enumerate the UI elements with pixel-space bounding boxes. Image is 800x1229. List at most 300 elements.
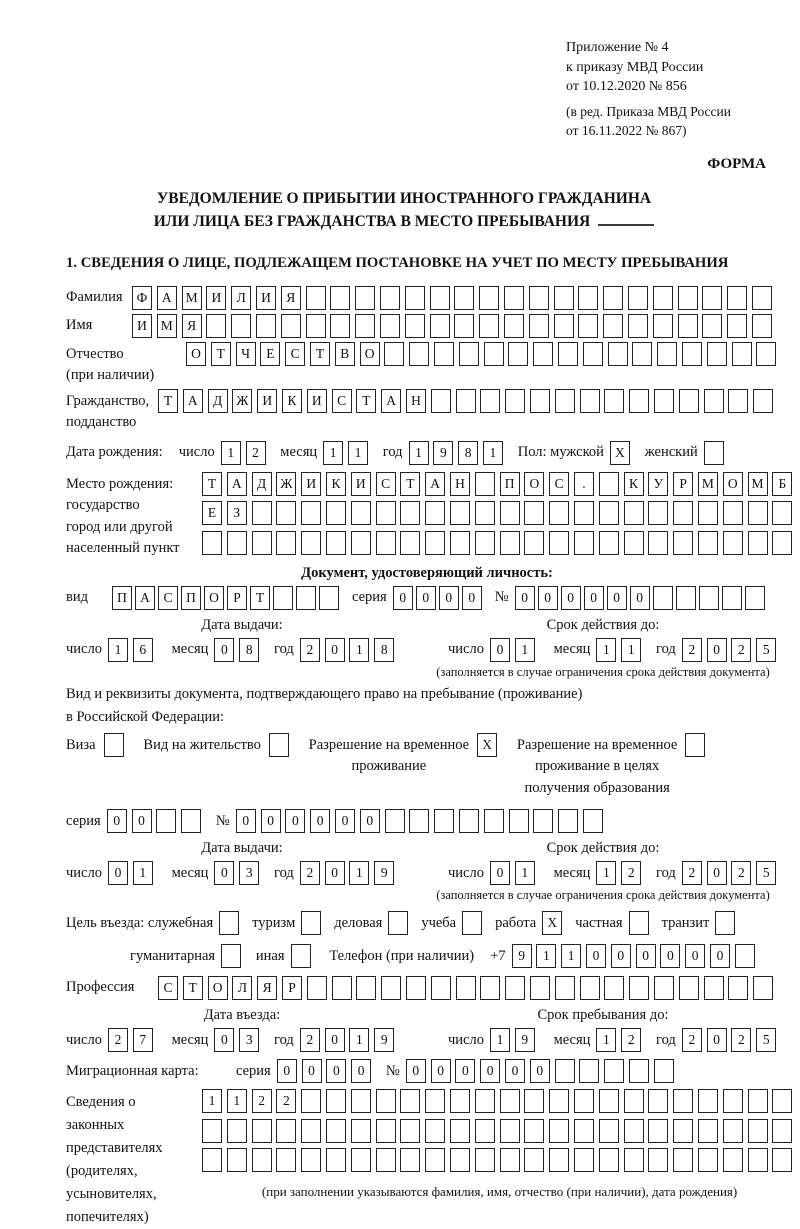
checkbox-cell: X bbox=[542, 911, 562, 935]
char-cell bbox=[682, 342, 702, 366]
surname-label: Фамилия bbox=[66, 288, 123, 305]
char-cell: 0 bbox=[530, 1059, 550, 1083]
char-cell: О bbox=[723, 472, 743, 496]
entry-year-cells bbox=[300, 1028, 399, 1052]
char-cell bbox=[673, 1148, 693, 1172]
char-cell: 2 bbox=[731, 638, 751, 662]
checkbox-cell bbox=[104, 733, 124, 757]
char-cell: 1 bbox=[349, 638, 369, 662]
char-cell bbox=[351, 1119, 371, 1143]
form-title-line1: УВЕДОМЛЕНИЕ О ПРИБЫТИИ ИНОСТРАННОГО ГРАЖДАНИНА bbox=[156, 189, 652, 207]
edition-lines bbox=[566, 102, 770, 141]
char-cell bbox=[574, 1089, 594, 1113]
char-cell: У bbox=[648, 472, 668, 496]
birth-month-cells bbox=[323, 441, 373, 465]
char-cell: 1 bbox=[227, 1089, 247, 1113]
char-cell bbox=[732, 342, 752, 366]
char-cell bbox=[549, 1119, 569, 1143]
char-cell bbox=[252, 531, 272, 555]
phone-label: Телефон (при наличии) bbox=[329, 947, 475, 964]
char-cell bbox=[578, 314, 598, 338]
char-cell: Р bbox=[673, 472, 693, 496]
char-cell: Т bbox=[183, 976, 203, 1000]
char-cell: Л bbox=[231, 286, 251, 310]
char-cell bbox=[227, 1119, 247, 1143]
char-cell bbox=[735, 944, 755, 968]
char-cell: Т bbox=[250, 586, 270, 610]
char-cell bbox=[425, 1089, 445, 1113]
char-cell: О bbox=[524, 472, 544, 496]
char-cell: Р bbox=[282, 976, 302, 1000]
char-cell: О bbox=[208, 976, 228, 1000]
char-cell bbox=[533, 342, 553, 366]
char-cell bbox=[676, 586, 696, 610]
char-cell: 9 bbox=[515, 1028, 535, 1052]
char-cell: Т bbox=[400, 472, 420, 496]
char-cell bbox=[673, 531, 693, 555]
char-cell bbox=[231, 314, 251, 338]
stay-day-cells bbox=[490, 1028, 540, 1052]
char-cell bbox=[484, 342, 504, 366]
label-line: (в ред. Приказа МВД России bbox=[566, 103, 731, 119]
char-cell bbox=[330, 314, 350, 338]
char-cell: 0 bbox=[214, 638, 234, 662]
char-cell bbox=[276, 1148, 296, 1172]
char-cell: 1 bbox=[108, 638, 128, 662]
char-cell: 1 bbox=[515, 861, 535, 885]
char-cell bbox=[723, 531, 743, 555]
char-cell bbox=[376, 1148, 396, 1172]
label-line: Вид на жительство bbox=[143, 736, 261, 753]
char-cell bbox=[202, 531, 222, 555]
option-residence-permit bbox=[143, 733, 293, 757]
char-cell bbox=[475, 1119, 495, 1143]
forma-label: ФОРМА bbox=[707, 155, 766, 172]
char-cell bbox=[425, 531, 445, 555]
month-label: месяц bbox=[553, 864, 591, 881]
char-cell bbox=[599, 1089, 619, 1113]
char-cell bbox=[578, 286, 598, 310]
char-cell: С bbox=[158, 586, 178, 610]
birth-date-row bbox=[66, 441, 788, 465]
given-name-label: Имя bbox=[66, 316, 93, 333]
label-line: от 10.12.2020 № 856 bbox=[566, 79, 687, 94]
char-cell: 0 bbox=[707, 861, 727, 885]
char-cell bbox=[384, 342, 404, 366]
char-cell bbox=[301, 1119, 321, 1143]
char-cell: 0 bbox=[611, 944, 631, 968]
char-cell: 5 bbox=[756, 861, 776, 885]
char-cell bbox=[475, 1089, 495, 1113]
char-cell: А bbox=[381, 389, 401, 413]
stay-until bbox=[418, 1006, 788, 1052]
char-cell bbox=[748, 1089, 768, 1113]
char-cell: М bbox=[157, 314, 177, 338]
valid-until-1 bbox=[418, 616, 788, 680]
char-cell bbox=[707, 342, 727, 366]
id-doc-kind-cells bbox=[112, 586, 342, 610]
char-cell: 2 bbox=[300, 1028, 320, 1052]
char-cell: 1 bbox=[349, 861, 369, 885]
char-cell: 0 bbox=[462, 586, 482, 610]
char-cell bbox=[728, 389, 748, 413]
char-cell: 2 bbox=[252, 1089, 272, 1113]
purpose-private-label: частная bbox=[575, 914, 623, 931]
year-label: год bbox=[274, 641, 294, 657]
char-cell bbox=[326, 501, 346, 525]
label-line: город или другой bbox=[66, 518, 173, 535]
char-cell bbox=[698, 1119, 718, 1143]
char-cell bbox=[574, 501, 594, 525]
char-cell: И bbox=[351, 472, 371, 496]
char-cell bbox=[454, 314, 474, 338]
char-cell bbox=[648, 501, 668, 525]
char-cell bbox=[409, 809, 429, 833]
purpose-work-checkbox bbox=[542, 911, 565, 935]
char-cell: 0 bbox=[406, 1059, 426, 1083]
char-cell: 2 bbox=[731, 1028, 751, 1052]
char-cell bbox=[480, 976, 500, 1000]
char-cell bbox=[580, 976, 600, 1000]
char-cell: 2 bbox=[731, 861, 751, 885]
char-cell bbox=[604, 976, 624, 1000]
char-cell: 2 bbox=[682, 1028, 702, 1052]
stay-year-cells bbox=[682, 1028, 781, 1052]
label-line: подданство bbox=[66, 414, 137, 430]
char-cell: А bbox=[425, 472, 445, 496]
char-cell bbox=[475, 531, 495, 555]
char-cell: Л bbox=[232, 976, 252, 1000]
char-cell bbox=[654, 1059, 674, 1083]
char-cell bbox=[385, 809, 405, 833]
given-name-cells bbox=[132, 314, 777, 338]
birth-date-label: Дата рождения: bbox=[66, 444, 163, 460]
char-cell bbox=[772, 531, 792, 555]
char-cell bbox=[530, 389, 550, 413]
year-label: год bbox=[382, 444, 403, 460]
citizenship-cells bbox=[158, 389, 778, 413]
char-cell: 0 bbox=[325, 638, 345, 662]
purpose-study-label: учеба bbox=[421, 914, 457, 931]
form-title-line2-text: ИЛИ ЛИЦА БЕЗ ГРАЖДАНСТВА В МЕСТО ПРЕБЫВАНИЯ bbox=[153, 212, 591, 230]
char-cell: И bbox=[257, 389, 277, 413]
char-cell bbox=[583, 342, 603, 366]
char-cell bbox=[772, 501, 792, 525]
citizenship-label bbox=[66, 389, 158, 434]
label-line: Разрешение на временное bbox=[308, 736, 470, 753]
issue2-month-cells bbox=[214, 861, 264, 885]
birth-place-label bbox=[66, 472, 202, 560]
char-cell: 1 bbox=[561, 944, 581, 968]
label-line: Отчество bbox=[66, 345, 124, 362]
char-cell bbox=[698, 531, 718, 555]
char-cell: 9 bbox=[512, 944, 532, 968]
char-cell bbox=[679, 389, 699, 413]
entry-day-cells bbox=[108, 1028, 158, 1052]
char-cell: 0 bbox=[108, 861, 128, 885]
migration-number-cells bbox=[406, 1059, 679, 1083]
char-cell bbox=[748, 501, 768, 525]
char-cell: 1 bbox=[409, 441, 429, 465]
purpose-work-label: работа bbox=[495, 914, 537, 931]
char-cell: 8 bbox=[374, 638, 394, 662]
char-cell bbox=[723, 501, 743, 525]
appendix-header bbox=[566, 38, 770, 141]
label-line: Место рождения: bbox=[66, 475, 174, 492]
char-cell bbox=[698, 1089, 718, 1113]
option-temp-residence-education-checkbox bbox=[685, 733, 710, 757]
month-label: месяц bbox=[171, 641, 209, 657]
char-cell: 8 bbox=[458, 441, 478, 465]
char-cell: 0 bbox=[393, 586, 413, 610]
profession-cells bbox=[158, 976, 778, 1000]
char-cell bbox=[524, 531, 544, 555]
char-cell: 0 bbox=[490, 861, 510, 885]
char-cell bbox=[574, 1148, 594, 1172]
char-cell: С bbox=[285, 342, 305, 366]
char-cell: 3 bbox=[239, 861, 259, 885]
char-cell: М bbox=[698, 472, 718, 496]
char-cell: Р bbox=[227, 586, 247, 610]
day-label: число bbox=[448, 1031, 484, 1048]
char-cell bbox=[624, 1119, 644, 1143]
char-cell: 0 bbox=[285, 809, 305, 833]
char-cell bbox=[400, 531, 420, 555]
representatives-row1-cells bbox=[202, 1089, 797, 1113]
char-cell bbox=[475, 472, 495, 496]
char-cell: 0 bbox=[325, 861, 345, 885]
char-cell: Ф bbox=[132, 286, 152, 310]
char-cell: 1 bbox=[490, 1028, 510, 1052]
char-cell: 6 bbox=[133, 638, 153, 662]
char-cell: 2 bbox=[300, 638, 320, 662]
issue-date-1 bbox=[66, 616, 418, 680]
char-cell bbox=[653, 286, 673, 310]
valid2-day-cells bbox=[490, 861, 540, 885]
char-cell bbox=[629, 1059, 649, 1083]
valid2-month-cells bbox=[596, 861, 646, 885]
char-cell bbox=[425, 1119, 445, 1143]
char-cell bbox=[500, 1089, 520, 1113]
issue-date-2 bbox=[66, 839, 418, 903]
appendix-lines bbox=[566, 38, 770, 97]
char-cell bbox=[450, 1148, 470, 1172]
char-cell: И bbox=[301, 472, 321, 496]
label-line: (при наличии) bbox=[66, 367, 155, 383]
char-cell bbox=[409, 342, 429, 366]
char-cell bbox=[533, 809, 553, 833]
char-cell bbox=[326, 1089, 346, 1113]
phone-cells bbox=[512, 944, 760, 968]
char-cell: 0 bbox=[261, 809, 281, 833]
char-cell bbox=[723, 1089, 743, 1113]
char-cell: А bbox=[157, 286, 177, 310]
char-cell bbox=[654, 389, 674, 413]
char-cell bbox=[753, 389, 773, 413]
birth-place-row2-cells bbox=[202, 501, 797, 525]
char-cell: 9 bbox=[374, 1028, 394, 1052]
char-cell bbox=[722, 586, 742, 610]
char-cell: 0 bbox=[214, 1028, 234, 1052]
char-cell bbox=[648, 1148, 668, 1172]
char-cell: Е bbox=[202, 501, 222, 525]
stay-month-cells bbox=[596, 1028, 646, 1052]
char-cell bbox=[772, 1119, 792, 1143]
profession-row bbox=[66, 976, 788, 1000]
char-cell bbox=[524, 1089, 544, 1113]
char-cell bbox=[273, 586, 293, 610]
char-cell: Ж bbox=[232, 389, 252, 413]
entry-dates bbox=[66, 1006, 788, 1052]
char-cell bbox=[332, 976, 352, 1000]
checkbox-cell bbox=[629, 911, 649, 935]
char-cell bbox=[558, 809, 578, 833]
checkbox-cell bbox=[269, 733, 289, 757]
char-cell bbox=[529, 286, 549, 310]
char-cell: 2 bbox=[108, 1028, 128, 1052]
char-cell: 1 bbox=[202, 1089, 222, 1113]
char-cell bbox=[509, 809, 529, 833]
representatives-label bbox=[66, 1089, 202, 1229]
char-cell bbox=[599, 501, 619, 525]
char-cell bbox=[727, 314, 747, 338]
sex-male-label: Пол: мужской bbox=[517, 444, 604, 460]
char-cell bbox=[604, 1059, 624, 1083]
char-cell bbox=[434, 809, 454, 833]
char-cell bbox=[629, 976, 649, 1000]
char-cell: 1 bbox=[133, 861, 153, 885]
char-cell bbox=[456, 389, 476, 413]
label-line: (родителях, bbox=[66, 1163, 138, 1179]
char-cell bbox=[558, 342, 578, 366]
char-cell bbox=[276, 1119, 296, 1143]
char-cell: С bbox=[376, 472, 396, 496]
representatives-cells-block bbox=[202, 1089, 797, 1200]
issue1-year-cells bbox=[300, 638, 399, 662]
char-cell: М bbox=[182, 286, 202, 310]
char-cell bbox=[678, 314, 698, 338]
resident-number-label: № bbox=[215, 812, 230, 829]
char-cell: Д bbox=[252, 472, 272, 496]
char-cell bbox=[206, 314, 226, 338]
resident-doc-options bbox=[66, 733, 788, 800]
char-cell bbox=[330, 286, 350, 310]
valid1-day-cells bbox=[490, 638, 540, 662]
char-cell: Е bbox=[260, 342, 280, 366]
char-cell bbox=[504, 286, 524, 310]
char-cell bbox=[549, 1148, 569, 1172]
char-cell bbox=[326, 531, 346, 555]
char-cell bbox=[728, 976, 748, 1000]
char-cell: З bbox=[227, 501, 247, 525]
char-cell bbox=[653, 586, 673, 610]
char-cell: С bbox=[158, 976, 178, 1000]
char-cell bbox=[276, 501, 296, 525]
label-line: от 16.11.2022 № 867) bbox=[566, 123, 687, 138]
form-title bbox=[66, 187, 742, 233]
char-cell: 0 bbox=[505, 1059, 525, 1083]
char-cell bbox=[500, 531, 520, 555]
char-cell: Б bbox=[772, 472, 792, 496]
year-label: год bbox=[656, 1031, 676, 1048]
char-cell bbox=[376, 531, 396, 555]
char-cell bbox=[748, 1148, 768, 1172]
patronymic-row bbox=[66, 342, 788, 387]
char-cell: Я bbox=[281, 286, 301, 310]
char-cell bbox=[604, 389, 624, 413]
char-cell: И bbox=[256, 286, 276, 310]
char-cell: О bbox=[360, 342, 380, 366]
char-cell bbox=[702, 286, 722, 310]
entry-date bbox=[66, 1006, 418, 1052]
valid-until-2-note: (заполняется в случае ограничения срока действия документа) bbox=[436, 888, 770, 902]
char-cell: 0 bbox=[707, 638, 727, 662]
char-cell: 5 bbox=[756, 638, 776, 662]
char-cell bbox=[524, 1148, 544, 1172]
char-cell: 1 bbox=[596, 1028, 616, 1052]
char-cell bbox=[351, 501, 371, 525]
char-cell: 1 bbox=[348, 441, 368, 465]
char-cell: 7 bbox=[133, 1028, 153, 1052]
option-visa-checkbox bbox=[104, 733, 129, 757]
char-cell: О bbox=[204, 586, 224, 610]
option-residence-permit-checkbox bbox=[269, 733, 294, 757]
char-cell: 0 bbox=[607, 586, 627, 610]
char-cell bbox=[628, 286, 648, 310]
char-cell: 0 bbox=[636, 944, 656, 968]
migration-series-cells bbox=[277, 1059, 376, 1083]
char-cell bbox=[355, 314, 375, 338]
purpose-official-checkbox bbox=[219, 911, 242, 935]
char-cell: 0 bbox=[455, 1059, 475, 1083]
char-cell: Я bbox=[182, 314, 202, 338]
char-cell bbox=[752, 286, 772, 310]
char-cell bbox=[500, 501, 520, 525]
label-line: Приложение № 4 bbox=[566, 40, 669, 55]
char-cell bbox=[450, 1089, 470, 1113]
issue2-day-cells bbox=[108, 861, 158, 885]
char-cell bbox=[431, 389, 451, 413]
char-cell: И bbox=[132, 314, 152, 338]
char-cell: 2 bbox=[300, 861, 320, 885]
char-cell bbox=[306, 314, 326, 338]
char-cell: 0 bbox=[132, 809, 152, 833]
representatives-row2-cells bbox=[202, 1119, 797, 1143]
surname-row bbox=[66, 286, 788, 310]
char-cell bbox=[723, 1119, 743, 1143]
char-cell: Н bbox=[450, 472, 470, 496]
day-label: число bbox=[448, 641, 484, 657]
issue1-month-cells bbox=[214, 638, 264, 662]
option-temp-residence bbox=[309, 733, 502, 778]
char-cell: 0 bbox=[586, 944, 606, 968]
resident-doc-dates bbox=[66, 839, 788, 903]
purpose-transit-label: транзит bbox=[661, 914, 710, 931]
purpose-private-checkbox bbox=[629, 911, 652, 935]
char-cell bbox=[376, 1089, 396, 1113]
char-cell bbox=[648, 1119, 668, 1143]
char-cell: 2 bbox=[246, 441, 266, 465]
checkbox-cell bbox=[685, 733, 705, 757]
purpose-tourism-label: туризм bbox=[252, 914, 296, 931]
char-cell: К bbox=[282, 389, 302, 413]
char-cell bbox=[504, 314, 524, 338]
purpose-humanitarian-label: гуманитарная bbox=[130, 947, 216, 964]
valid-until-2-title: Срок действия до: bbox=[546, 840, 660, 856]
option-temp-residence-education-label bbox=[517, 733, 677, 800]
char-cell: 0 bbox=[710, 944, 730, 968]
char-cell bbox=[202, 1119, 222, 1143]
